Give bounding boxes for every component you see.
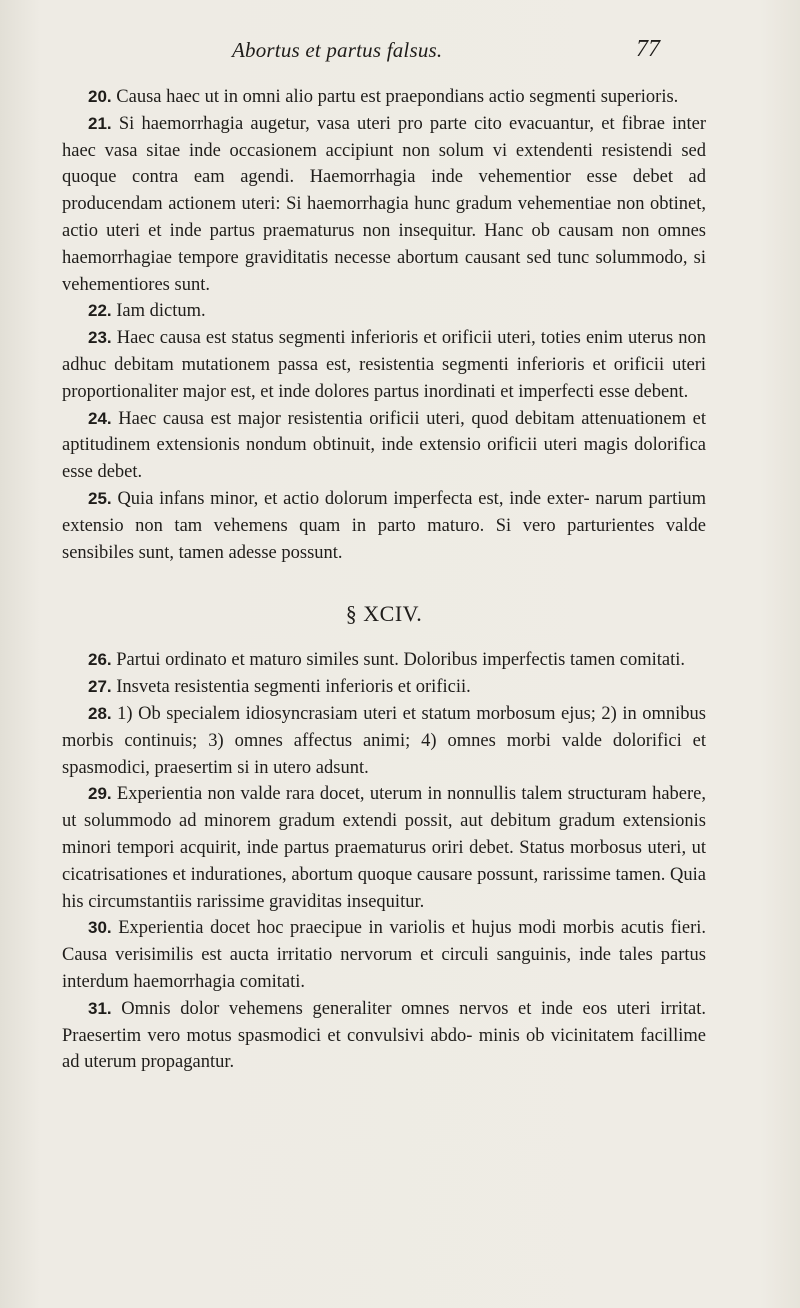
paragraph-20 <box>62 84 706 111</box>
running-title: Abortus et partus falsus. <box>232 38 443 62</box>
paragraph-25 <box>62 486 706 566</box>
paragraph-27 <box>62 674 706 701</box>
paragraph-number: 23. <box>88 328 112 348</box>
paragraph-text: Partui ordinato et maturo similes sunt. Doloribus imperfectis tamen comitati. <box>116 650 686 671</box>
paragraph-number: 28. <box>88 703 112 723</box>
page-number: 77 <box>636 36 660 62</box>
paragraph-23 <box>62 325 706 405</box>
paragraph-30 <box>62 915 706 995</box>
paragraph-number: 24. <box>88 408 112 428</box>
paragraph-number: 21. <box>88 113 112 133</box>
paragraph-text: Experientia docet hoc praecipue in variolis et hujus modi morbis acutis fieri. Causa verisimilis est aucta irritatio nervorum et circuli sanguinis, inde tales partus interdum haemorrhagia comitati. <box>62 918 706 992</box>
paragraph-21 <box>62 111 706 299</box>
paragraph-number: 30. <box>88 918 112 938</box>
paragraph-number: 29. <box>88 784 112 804</box>
paragraph-text: Causa haec ut in omni alio partu est praepondians actio segmenti superioris. <box>116 87 679 107</box>
paragraph-text: Si haemorrhagia augetur, vasa uteri pro parte cito evacuantur, et fibrae inter haec vasa sitae inde occasionem accipiunt non solum vi extendenti resistendi sed quoque contra eam agendi. Haemorrhagia inde vehementior esse debet ad producendam actionem uteri: Si haemorrhagia hunc gradum vehementiae non obtinet, actio uteri et inde partus praematurus non insequitur. Hanc ob causam non omnes haemorrhagiae tempore graviditatis necesse abortum causant sed tunc solummodo, si vehementiores sunt. <box>62 113 707 295</box>
paragraph-text: Experientia non valde rara docet, uterum in nonnullis talem structuram habere, ut solummodo ad minorem gradum extendi possit, aut debitum gradum extensionis minori tempori acquirit, inde partus praematurus oriri debet. Status morbosus uteri, ut cicatrisationes et indurationes, abortum quoque causare possunt, rarissime tamen. Quia his circumstantiis rarissime graviditas insequitur. <box>62 784 706 912</box>
section-heading: § XCIV. <box>345 601 423 627</box>
paragraph-number: 20. <box>88 87 112 106</box>
paragraph-26 <box>62 647 706 674</box>
paragraph-24 <box>62 406 706 486</box>
paragraph-text: Haec causa est status segmenti inferioris et orificii uteri, toties enim uterus non adhuc debitam mutationem passa est, resistentia segmenti inferioris et orificii uteri proportionaliter major est, et inde dolores partus inordinati et imperfecti esse debent. <box>62 328 707 402</box>
text-body <box>62 84 706 1076</box>
page-header <box>0 38 800 68</box>
paragraph-29 <box>62 781 706 915</box>
paragraph-22 <box>62 298 706 325</box>
paragraph-28 <box>62 701 706 781</box>
paragraph-number: 31. <box>88 998 112 1018</box>
paragraph-number: 25. <box>88 488 112 508</box>
paragraph-number: 22. <box>88 301 112 321</box>
paragraph-number: 27. <box>88 677 112 697</box>
paragraph-text: Iam dictum. <box>116 301 206 322</box>
paragraph-text: Omnis dolor vehemens generaliter omnes nervos et inde eos uteri irritat. Praesertim vero motus spasmodici et convulsivi abdo- minis ob vicinitatem facillime ad uterum propagantur. <box>62 998 706 1073</box>
paragraph-text: Quia infans minor, et actio dolorum imperfecta est, inde exter- narum partium extensio non tam vehemens quam in parto maturo. Si vero parturientes valde sensibiles sunt, tamen adesse possunt. <box>62 488 707 563</box>
paragraph-31 <box>62 996 706 1076</box>
paragraph-text: Insveta resistentia segmenti inferioris et orificii. <box>116 677 471 698</box>
paragraph-text: 1) Ob specialem idiosyncrasiam uteri et statum morbosum ejus; 2) in omnibus morbis continuis; 3) omnes affectus animi; 4) omnes morbi valde dolorifici et spasmodici, praesertim si in utero adsunt. <box>62 703 706 778</box>
paragraph-number: 26. <box>88 650 112 670</box>
paragraph-text: Haec causa est major resistentia orificii uteri, quod debitam attenuationem et aptitudinem extensionis nondum obtinuit, inde extensio orificii uteri magis dolorifica esse debet. <box>62 408 707 483</box>
